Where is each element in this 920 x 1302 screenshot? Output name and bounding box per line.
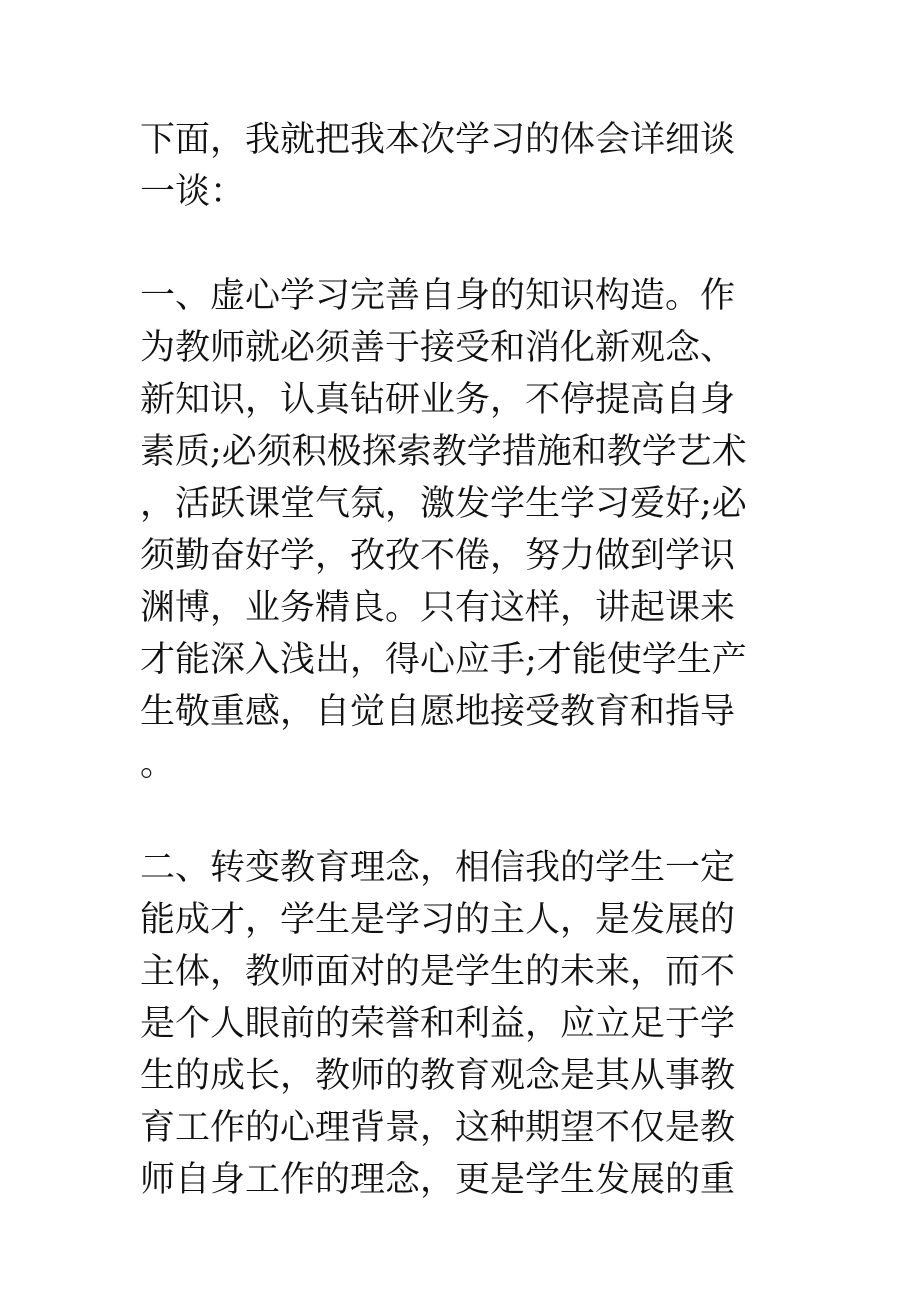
text-line: 须勤奋好学，孜孜不倦，努力做到学识 xyxy=(140,536,736,576)
text-line: 生的成长，教师的教育观念是其从事教 xyxy=(140,1056,736,1096)
section-one-paragraph xyxy=(140,270,780,790)
text-line: 素质;必须积极探索教学措施和教学艺术 xyxy=(140,432,747,472)
text-line: 主体，教师面对的是学生的未来，而不 xyxy=(140,952,736,992)
text-line: 一、虚心学习完善自身的知识构造。作 xyxy=(140,276,736,316)
text-line: 一谈： xyxy=(140,172,246,212)
text-line: 育工作的心理背景，这种期望不仅是教 xyxy=(140,1108,736,1148)
text-line: 。 xyxy=(140,744,176,784)
text-line: 为教师就必须善于接受和消化新观念、 xyxy=(140,328,736,368)
text-line: 新知识，认真钻研业务，不停提高自身 xyxy=(140,380,736,420)
text-line: 下面，我就把我本次学习的体会详细谈 xyxy=(140,120,736,160)
text-line: 才能深入浅出，得心应手;才能使学生产 xyxy=(140,640,747,680)
paragraph-spacer xyxy=(140,218,780,270)
text-line: 生敬重感，自觉自愿地接受教育和指导 xyxy=(140,692,736,732)
paragraph-spacer xyxy=(140,790,780,842)
intro-paragraph xyxy=(140,114,780,218)
document-body xyxy=(140,114,780,1206)
section-two-paragraph xyxy=(140,842,780,1206)
text-line: 能成才，学生是学习的主人，是发展的 xyxy=(140,900,736,940)
text-line: 师自身工作的理念，更是学生发展的重 xyxy=(140,1160,736,1200)
text-line: ，活跃课堂气氛，激发学生学习爱好;必 xyxy=(140,484,747,524)
text-line: 渊博，业务精良。只有这样，讲起课来 xyxy=(140,588,736,628)
text-line: 是个人眼前的荣誉和利益，应立足于学 xyxy=(140,1004,736,1044)
text-line: 二、转变教育理念，相信我的学生一定 xyxy=(140,848,736,888)
